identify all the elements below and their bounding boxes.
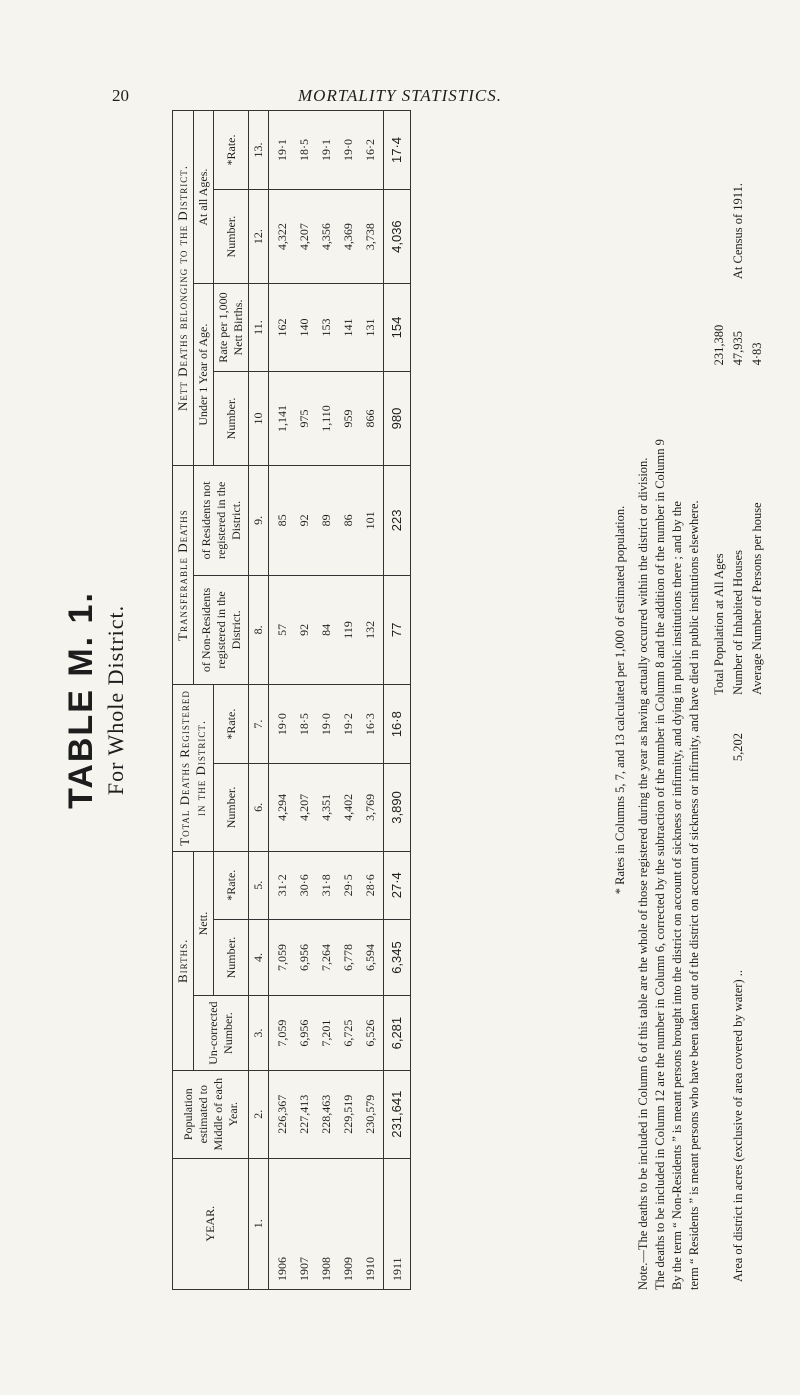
col-number: 1.: [249, 1158, 269, 1289]
area-label: Area of district in acres (exclusive of area covered by water) ..: [731, 970, 745, 1282]
population-cell: 227,413: [297, 1094, 311, 1134]
col-number: 5.: [249, 851, 269, 919]
non-residents-column: [269, 575, 384, 685]
total-deaths-cell: 4,402: [341, 793, 355, 821]
infant-rate-cell: 141: [341, 318, 355, 337]
all-rate-column: [269, 111, 384, 190]
all-number-cell: 4,369: [341, 223, 355, 251]
residents-cell: 85: [275, 514, 289, 527]
uncorrected-header: Un-corrected Number.: [194, 996, 249, 1071]
uncorrected-cell: 6,526: [363, 1019, 377, 1047]
birth-rate-cell: 31·2: [275, 874, 289, 897]
nett-births-header: Nett.: [194, 851, 214, 996]
col-number: 2.: [249, 1070, 269, 1158]
year-cell: 1908: [319, 1257, 333, 1281]
total-population-label: Total Population at All Ages: [712, 553, 726, 695]
infant-number-cell: 1,141: [275, 404, 289, 432]
all-rate-cell: 19·0: [341, 139, 355, 161]
col-number: 8.: [249, 575, 269, 685]
uncorrected-cell: 6,281: [384, 996, 411, 1071]
residents-header: of Residents not registered in the District.: [194, 466, 249, 576]
residents-cell: 89: [319, 514, 333, 527]
under1-header: Under 1 Year of Age.: [194, 284, 214, 466]
population-column: [269, 1070, 384, 1158]
nett-births-cell: 7,264: [319, 944, 333, 972]
infant-number-cell: 980: [384, 371, 411, 465]
col-number: 13.: [249, 111, 269, 190]
infant-number-column: [269, 371, 384, 465]
non-residents-cell: 57: [275, 623, 289, 636]
total-population-value: 231,380: [712, 324, 726, 366]
population-cell: 229,519: [341, 1094, 355, 1134]
total-rate-cell: 19·0: [319, 713, 333, 736]
birth-rate-cell: 30·6: [297, 874, 311, 897]
area-value: 5,202: [731, 732, 745, 762]
total-deaths-header: Total Deaths Registered in the District.: [173, 685, 214, 852]
mortality-table: [172, 110, 411, 1290]
nett-births-cell: 6,778: [341, 944, 355, 972]
houses-value: 47,935: [731, 331, 745, 366]
year-cell: 1907: [297, 1257, 311, 1281]
note-text: By the term “ Non-Residents ” is meant persons brought into the district on account of sickness or infirmity, and dying in public institutions there ; and by the: [670, 501, 684, 1290]
all-number-cell: 4,322: [275, 223, 289, 251]
birth-rate-header: *Rate.: [214, 851, 249, 919]
residents-cell: 92: [297, 514, 311, 527]
infant-rate-cell: 162: [275, 318, 289, 337]
total-rate-cell: 19·2: [341, 713, 355, 736]
running-head: MORTALITY STATISTICS.: [298, 86, 502, 105]
non-residents-cell: 77: [384, 575, 411, 685]
uncorrected-cell: 6,725: [341, 1019, 355, 1047]
nett-births-cell: 7,059: [275, 944, 289, 972]
year-header: YEAR.: [173, 1158, 249, 1289]
birth-rate-cell: 29·5: [341, 874, 355, 897]
population-cell: 228,463: [319, 1094, 333, 1134]
table-subtitle: For Whole District.: [103, 604, 128, 796]
births-header: Births.: [173, 851, 194, 1070]
total-rate-cell: 16·8: [384, 685, 411, 764]
total-deaths-cell: 3,890: [384, 764, 411, 852]
birth-rate-column: [269, 851, 384, 919]
residents-column: [269, 466, 384, 576]
birth-rate-cell: 28·6: [363, 874, 377, 897]
uncorrected-cell: 7,201: [319, 1019, 333, 1047]
total-deaths-column: [269, 764, 384, 852]
total-deaths-cell: 4,351: [319, 793, 333, 821]
all-number-header: Number.: [214, 189, 249, 283]
nett-deaths-header: Nett Deaths belonging to the District.: [173, 111, 194, 466]
all-number-cell: 4,356: [319, 223, 333, 251]
all-number-cell: 4,036: [384, 189, 411, 283]
notes-block: [612, 110, 768, 1290]
note-text: The deaths to be included in Column 12 are the number in Column 6, corrected by the subtraction of the number in Column 8 and the addition of the number in Column 9: [653, 439, 667, 1290]
uncorrected-cell: 7,059: [275, 1019, 289, 1047]
title-block: [60, 110, 129, 1290]
infant-number-cell: 975: [297, 409, 311, 428]
average-label: Average Number of Persons per house: [750, 502, 764, 695]
total-deaths-cell: 4,294: [275, 793, 289, 821]
birth-rate-cell: 27·4: [384, 851, 411, 919]
birth-rate-cell: 31·8: [319, 874, 333, 897]
year-cell: 1909: [341, 1257, 355, 1281]
infant-number-header: Number.: [214, 371, 249, 465]
page-number: 20: [112, 86, 129, 105]
col-number: 7.: [249, 685, 269, 764]
table-title: TABLE M. 1.: [62, 591, 100, 809]
infant-rate-column: [269, 284, 384, 372]
non-residents-cell: 132: [363, 620, 377, 639]
birth-number-header: Number.: [214, 919, 249, 996]
col-number: 10: [249, 371, 269, 465]
col-number: 6.: [249, 764, 269, 852]
non-residents-cell: 119: [341, 621, 355, 639]
death-rate-header: *Rate.: [214, 685, 249, 764]
nett-births-column: [269, 919, 384, 996]
all-number-cell: 4,207: [297, 223, 311, 251]
all-rate-header: *Rate.: [214, 111, 249, 190]
nett-births-cell: 6,956: [297, 944, 311, 972]
all-rate-cell: 19·1: [319, 139, 333, 161]
col-number: 3.: [249, 996, 269, 1071]
transferable-header: Transferable Deaths: [173, 466, 194, 685]
uncorrected-column: [269, 996, 384, 1071]
col-number: 11.: [249, 284, 269, 372]
infant-rate-cell: 131: [363, 318, 377, 337]
non-residents-header: of Non-Residents registered in the District.: [194, 575, 249, 685]
all-rate-cell: 16·2: [363, 139, 377, 161]
note-text: Note.—The deaths to be included in Column 6 of this table are the whole of those registered during the year as having actually occurred within the district or division.: [636, 457, 650, 1290]
infant-number-cell: 959: [341, 409, 355, 428]
total-deaths-cell: 3,769: [363, 793, 377, 821]
residents-cell: 101: [363, 511, 377, 530]
total-rate-cell: 16·3: [363, 713, 377, 736]
note-text: term “ Residents ” is meant persons who have been taken out of the district on account of sickness or infirmity, and have died in public institutions elsewhere.: [687, 500, 701, 1290]
total-rate-cell: 19·0: [275, 713, 289, 736]
nett-births-cell: 6,594: [363, 944, 377, 972]
infant-rate-header: Rate per 1,000 Nett Births.: [214, 284, 249, 372]
uncorrected-cell: 6,956: [297, 1019, 311, 1047]
all-number-column: [269, 189, 384, 283]
death-number-header: Number.: [214, 764, 249, 852]
all-rate-cell: 17·4: [384, 111, 411, 190]
non-residents-cell: 84: [319, 623, 333, 636]
infant-number-cell: 1,110: [319, 405, 333, 432]
houses-label: Number of Inhabited Houses: [731, 550, 745, 695]
population-cell: 230,579: [363, 1094, 377, 1134]
non-residents-cell: 92: [297, 623, 311, 636]
total-rate-column: [269, 685, 384, 764]
rotated-page: [60, 110, 764, 1290]
infant-rate-cell: 140: [297, 318, 311, 337]
year-cell: 1911: [384, 1158, 411, 1289]
year-cell: 1906: [275, 1257, 289, 1281]
infant-rate-cell: 153: [319, 318, 333, 337]
all-rate-cell: 18·5: [297, 139, 311, 161]
residents-cell: 223: [384, 466, 411, 576]
rates-footnote: * Rates in Columns 5, 7, and 13 calculated per 1,000 of estimated population.: [613, 505, 627, 895]
total-deaths-cell: 4,207: [297, 793, 311, 821]
year-column: [269, 1158, 384, 1289]
all-rate-cell: 19·1: [275, 139, 289, 161]
col-number: 4.: [249, 919, 269, 996]
all-ages-header: At all Ages.: [194, 111, 214, 284]
year-cell: 1910: [363, 1257, 377, 1281]
population-header: Population estimated to Middle of each Year.: [173, 1070, 249, 1158]
residents-cell: 86: [341, 514, 355, 527]
total-rate-cell: 18·5: [297, 713, 311, 736]
nett-births-cell: 6,345: [384, 919, 411, 996]
population-cell: 231,641: [384, 1070, 411, 1158]
col-number: 12.: [249, 189, 269, 283]
census-label: At Census of 1911.: [731, 183, 745, 280]
average-value: 4·83: [750, 342, 764, 366]
all-number-cell: 3,738: [363, 223, 377, 251]
col-number: 9.: [249, 466, 269, 576]
table-row-1911: [384, 111, 411, 1290]
population-cell: 226,367: [275, 1094, 289, 1134]
table-row-1906-1910: [269, 111, 384, 1290]
infant-number-cell: 866: [363, 409, 377, 428]
summary-table: [709, 110, 768, 1290]
infant-rate-cell: 154: [384, 284, 411, 372]
